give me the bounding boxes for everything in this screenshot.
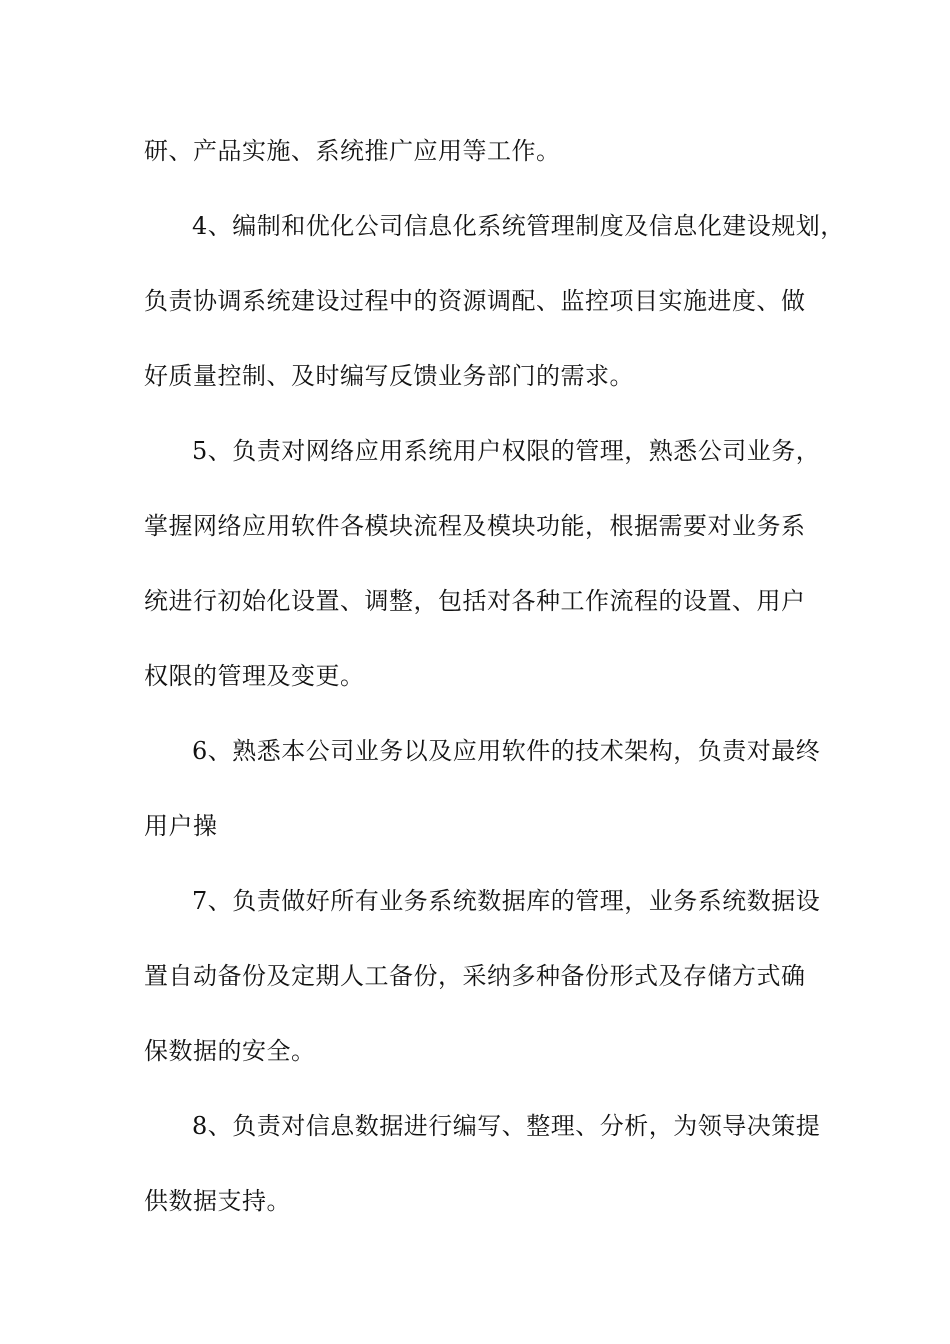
text-line: 保数据的安全。	[144, 1037, 316, 1065]
text-line: 置自动备份及定期人工备份，采纳多种备份形式及存储方式确	[144, 962, 806, 990]
text-line: 权限的管理及变更。	[144, 662, 365, 690]
text-line: 用户操	[144, 812, 218, 840]
text-line: 统进行初始化设置、调整，包括对各种工作流程的设置、用户	[144, 587, 806, 615]
text-line: 6、熟悉本公司业务以及应用软件的技术架构，负责对最终	[192, 737, 821, 765]
text-line: 掌握网络应用软件各模块流程及模块功能，根据需要对业务系	[144, 512, 806, 540]
text-line: 负责协调系统建设过程中的资源调配、监控项目实施进度、做	[144, 287, 806, 315]
text-line: 7、负责做好所有业务系统数据库的管理，业务系统数据设	[192, 887, 821, 915]
text-line: 供数据支持。	[144, 1187, 291, 1215]
text-line: 4、编制和优化公司信息化系统管理制度及信息化建设规划，	[192, 212, 845, 240]
text-line: 好质量控制、及时编写反馈业务部门的需求。	[144, 362, 634, 390]
text-line: 8、负责对信息数据进行编写、整理、分析，为领导决策提	[192, 1112, 821, 1140]
text-line: 5、负责对网络应用系统用户权限的管理，熟悉公司业务，	[192, 437, 821, 465]
text-line: 研、产品实施、系统推广应用等工作。	[144, 137, 561, 165]
